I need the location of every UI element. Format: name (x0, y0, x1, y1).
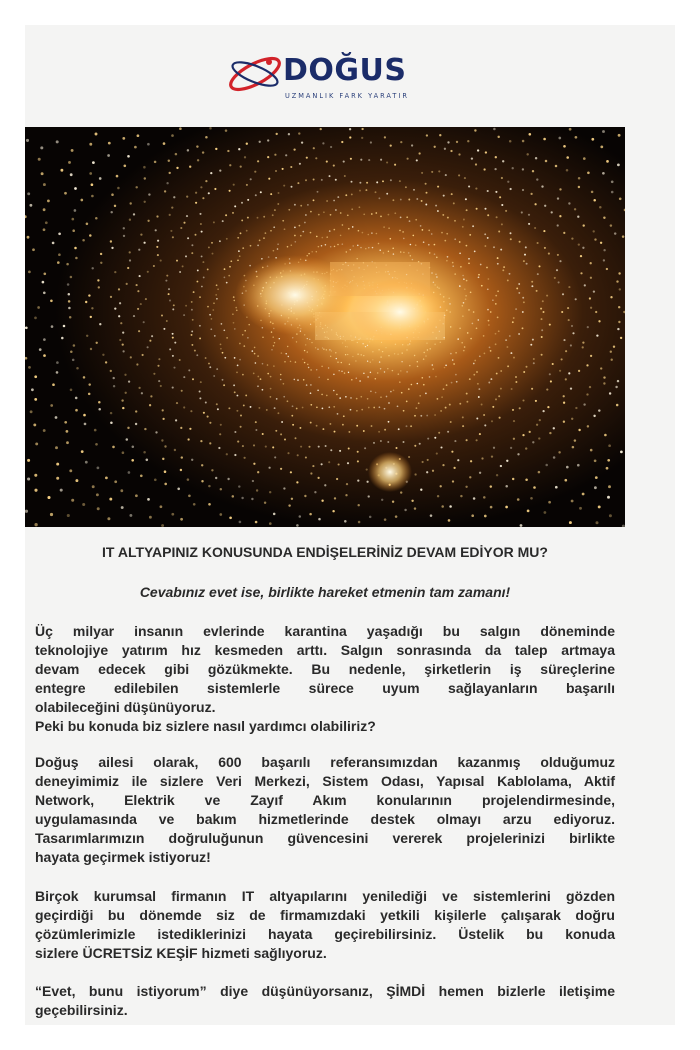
paragraph-line: deneyimimiz ile sizlere Veri Merkezi, Sistem Odası, Yapısal Kablolama, Aktif (35, 773, 615, 789)
paragraph-line: sizlere ÜCRETSİZ KEŞİF hizmeti sağlıyoruz. (35, 945, 327, 961)
paragraph-line: çözümlerimizle istediklerinizi hayata geçirebilirsiniz. Üstelik bu konuda (35, 926, 615, 942)
paragraph-line: olabileceğini düşünüyoruz. (35, 699, 216, 715)
paragraph-line: entegre edilebilen sistemlerle sürece uyum sağlayanların başarılı (35, 680, 615, 696)
paragraph-line: “Evet, bunu istiyorum” diye düşünüyorsanız, ŞİMDİ hemen bizlerle iletişime (35, 983, 615, 999)
paragraph-line: uygulamasında ve bakım hizmetlerinde destek olmayı arzu ediyoruz. (35, 811, 615, 827)
paragraph-4 (35, 982, 615, 1020)
paragraph-line: teknolojiye yatırım hız kesmeden arttı. Salgın sonrasında da talep artmaya (35, 642, 615, 658)
paragraph-line: Peki bu konuda biz sizlere nasıl yardımcı olabiliriz? (35, 718, 376, 734)
paragraph-line: devam edecek gibi gözükmekte. Bu nedenle, şirketlerin iş süreçlerine (35, 661, 615, 677)
paragraph-line: Tasarımlarımızın doğruluğunun güvencesini vererek projelerinizi birlikte (35, 830, 615, 846)
paragraph-line: hayata geçirmek istiyoruz! (35, 849, 211, 865)
logo-tagline: UZMANLIK FARK YARATIR (285, 92, 409, 100)
company-logo[interactable] (225, 49, 430, 113)
paragraph-3 (35, 887, 615, 963)
paragraph-line: Üç milyar insanın evlerinde karantina yaşadığı bu salgın döneminde (35, 623, 615, 639)
paragraph-line: Birçok kurumsal firmanın IT altyapılarını yenilediği ve sistemlerini gözden (35, 888, 615, 904)
paragraph-1 (35, 622, 615, 736)
page-subheading: Cevabınız evet ise, birlikte hareket etmenin tam zamanı! (139, 584, 511, 600)
page-heading: IT ALTYAPINIZ KONUSUNDA ENDİŞELERİNİZ DEVAM EDİYOR MU? (102, 544, 548, 560)
paragraph-2 (35, 753, 615, 867)
hero-image (25, 127, 625, 527)
logo-orbit-icon (225, 53, 285, 95)
paragraph-line: geçirdiği bu dönemde siz de firmamızdaki yetkili kişilerle çalışarak doğru (35, 907, 615, 923)
paragraph-line: Network, Elektrik ve Zayıf Akım konularının projelendirmesinde, (35, 792, 615, 808)
paragraph-line: geçebilirsiniz. (35, 1002, 128, 1018)
light-tunnel-image (25, 127, 625, 527)
logo-wordmark: DOĞUS (283, 53, 407, 88)
paragraph-line: Doğuş ailesi olarak, 600 başarılı referansımızdan kazanmış olduğumuz (35, 754, 615, 770)
email-card (25, 25, 675, 1025)
